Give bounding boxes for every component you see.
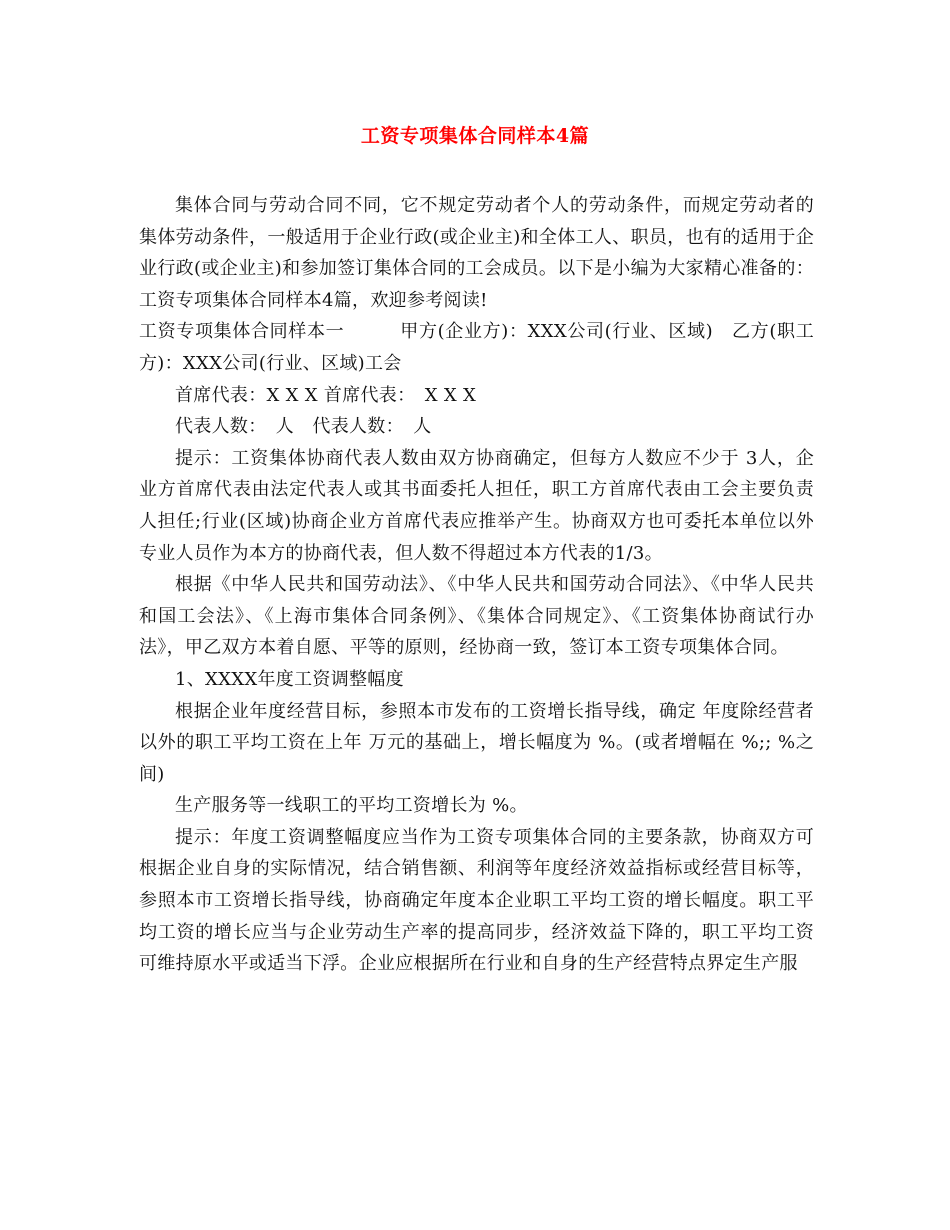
paragraph-parties: 工资专项集体合同样本一 甲方(企业方)：XXX公司(行业、区域) 乙方(职工方)：XXX公司(行业、区域)工会 xyxy=(139,321,814,374)
paragraph-wage-growth: 根据企业年度经营目标，参照本市发布的工资增长指导线，确定 年度除经营者以外的职工平均工资在上年 万元的基础上，增长幅度为 %。(或者增幅在 %;; %之间) xyxy=(139,700,814,785)
paragraph-tip-adjustment: 提示：年度工资调整幅度应当作为工资专项集体合同的主要条款，协商双方可根据企业自身的实际情况，结合销售额、利润等年度经济效益指标或经营目标等，参照本市工资增长指导线，协商确定年度本企业职工平均工资的增长幅度。职工平均工资的增长应当与企业劳动生产率的提高同步，经济效益下降的，职工平均工资可维持原水平或适当下浮。企业应根据所在行业和自身的生产经营特点界定生产服 xyxy=(139,826,814,975)
paragraph-chief-representatives: 首席代表：X X X 首席代表： X X X xyxy=(175,384,477,406)
paragraph-representative-count: 代表人数： 人 代表人数： 人 xyxy=(175,416,432,438)
paragraph-intro: 集体合同与劳动合同不同，它不规定劳动者个人的劳动条件，而规定劳动者的集体劳动条件，一般适用于企业行政(或企业主)和全体工人、职员，也有的适用于企业行政(或企业主)和参加签订集体合同的工会成员。以下是小编为大家精心准备的：工资专项集体合同样本4篇，欢迎参考阅读! xyxy=(139,195,814,311)
section-heading-wage-adjustment: 1、XXXX年度工资调整幅度 xyxy=(175,668,404,690)
document-title: 工资专项集体合同样本4篇 xyxy=(360,125,590,147)
paragraph-tip-representatives: 提示：工资集体协商代表人数由双方协商确定，但每方人数应不少于 3人，企业方首席代表由法定代表人或其书面委托人担任，职工方首席代表由工会主要负责人担任;行业(区域)协商企业方首席代表应推举产生。协商双方也可委托本单位以外专业人员作为本方的协商代表，但人数不得超过本方代表的1/3。 xyxy=(139,447,814,564)
paragraph-legal-basis: 根据《中华人民共和国劳动法》、《中华人民共和国劳动合同法》、《中华人民共和国工会法》、《上海市集体合同条例》、《集体合同规定》、《工资集体协商试行办法》，甲乙双方本着自愿、平等的原则，经协商一致，签订本工资专项集体合同。 xyxy=(139,574,814,659)
paragraph-frontline-growth: 生产服务等一线职工的平均工资增长为 %。 xyxy=(175,795,528,817)
document-body xyxy=(139,190,814,980)
